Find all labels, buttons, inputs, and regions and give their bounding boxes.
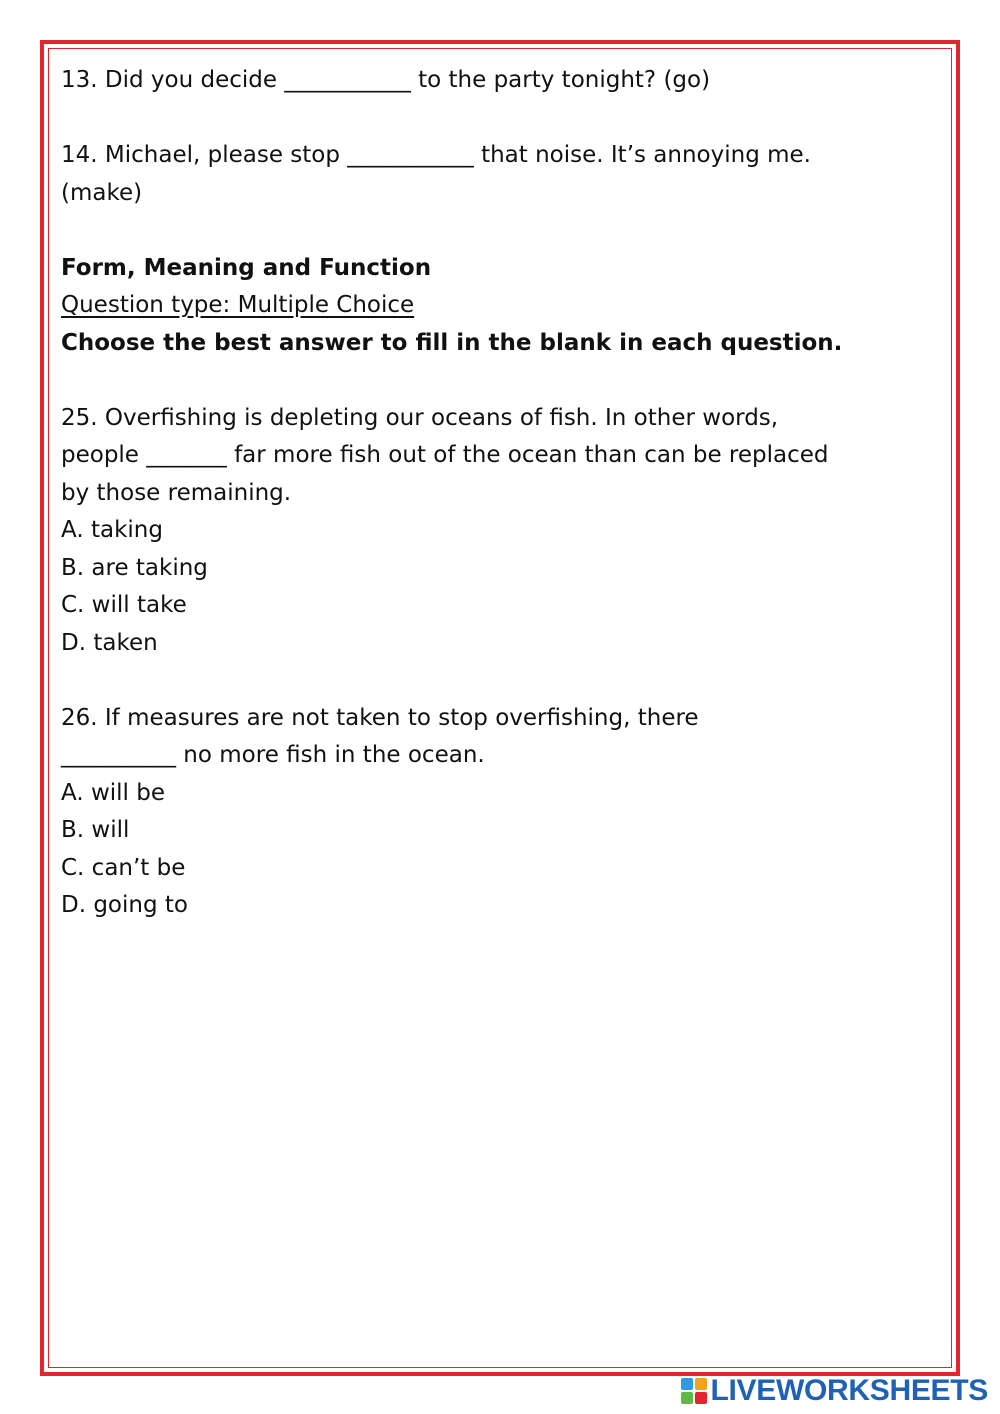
watermark-text: LIVEWORKSHEETS bbox=[710, 1374, 988, 1407]
question-26-text-line-1: 26. If measures are not taken to stop overfishing, there bbox=[61, 704, 699, 731]
section-instruction: Choose the best answer to fill in the blank in each question. bbox=[61, 329, 843, 356]
question-25-text-line-3: by those remaining. bbox=[61, 479, 292, 506]
section-header bbox=[61, 250, 941, 363]
question-25 bbox=[61, 400, 941, 663]
question-25-option-d[interactable]: D. taken bbox=[61, 629, 158, 656]
section-title: Form, Meaning and Function bbox=[61, 254, 432, 281]
question-13-text: 13. Did you decide ___________ to the party tonight? (go) bbox=[61, 67, 711, 93]
spacer bbox=[61, 362, 941, 400]
question-25-option-b[interactable]: B. are taking bbox=[61, 554, 208, 581]
question-25-text-line-1: 25. Overfishing is depleting our oceans of fish. In other words, bbox=[61, 404, 779, 431]
liveworksheets-logo-icon bbox=[681, 1378, 707, 1404]
question-26-option-b[interactable]: B. will bbox=[61, 817, 130, 843]
question-26-option-a[interactable]: A. will be bbox=[61, 779, 165, 806]
spacer bbox=[61, 212, 941, 250]
question-14-text-line-2: (make) bbox=[61, 179, 143, 206]
question-13 bbox=[61, 62, 941, 100]
logo-square bbox=[695, 1392, 707, 1404]
logo-square bbox=[695, 1378, 707, 1390]
question-26-option-d[interactable]: D. going to bbox=[61, 892, 188, 918]
question-26-text-line-2: __________ no more fish in the ocean. bbox=[61, 742, 485, 768]
logo-square bbox=[681, 1378, 693, 1390]
question-25-text-line-2: people _______ far more fish out of the ocean than can be replaced bbox=[61, 442, 829, 468]
question-26 bbox=[61, 700, 941, 925]
question-14-text-line-1: 14. Michael, please stop ___________ that noise. It’s annoying me. bbox=[61, 142, 811, 168]
question-type-label: Question type: Multiple Choice bbox=[61, 292, 415, 318]
logo-square bbox=[681, 1392, 693, 1404]
worksheet-content bbox=[61, 62, 941, 925]
question-25-option-c[interactable]: C. will take bbox=[61, 592, 187, 618]
liveworksheets-watermark bbox=[681, 1374, 989, 1408]
question-25-option-a[interactable]: A. taking bbox=[61, 517, 163, 543]
spacer bbox=[61, 100, 941, 138]
question-26-option-c[interactable]: C. can’t be bbox=[61, 854, 186, 881]
question-14 bbox=[61, 137, 941, 212]
spacer bbox=[61, 662, 941, 700]
